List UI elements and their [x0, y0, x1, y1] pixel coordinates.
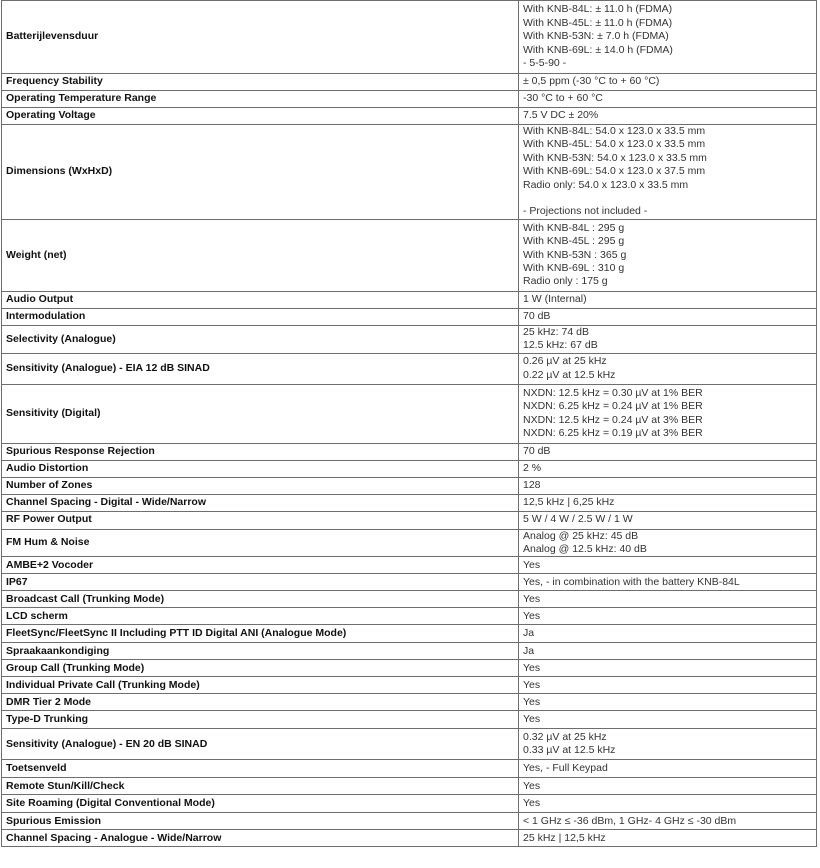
spec-row — [2, 677, 817, 694]
spec-value-line: - 5-5-90 - — [523, 57, 567, 70]
spec-label: Spurious Response Rejection — [2, 443, 519, 460]
spec-value-line: Analog @ 12.5 kHz: 40 dB — [523, 543, 647, 556]
spec-label: Operating Voltage — [2, 108, 519, 125]
spec-value-line: With KNB-53N: 54.0 x 123.0 x 33.5 mm — [523, 151, 707, 164]
spec-label: Weight (net) — [2, 219, 519, 291]
spec-row — [2, 477, 817, 494]
spec-label: FleetSync/FleetSync II Including PTT ID Digital ANI (Analogue Mode) — [2, 625, 519, 643]
spec-value-line: - Projections not included - — [523, 205, 648, 218]
spec-row — [2, 694, 817, 711]
spec-value — [519, 778, 817, 795]
spec-value — [519, 760, 817, 778]
spec-label: Selectivity (Analogue) — [2, 325, 519, 353]
spec-value — [519, 529, 817, 557]
spec-label: Sensitivity (Analogue) - EN 20 dB SINAD — [2, 729, 519, 760]
spec-value-line: 5 W / 4 W / 2.5 W / 1 W — [523, 513, 633, 526]
spec-label: Dimensions (WxHxD) — [2, 125, 519, 220]
spec-row — [2, 291, 817, 308]
spec-value-line: 0.22 µV at 12.5 kHz — [523, 368, 616, 381]
spec-value-line: 7.5 V DC ± 20% — [523, 109, 599, 122]
spec-row — [2, 625, 817, 643]
spec-value-line: With KNB-45L: ± 11.0 h (FDMA) — [523, 16, 673, 29]
spec-label: Audio Output — [2, 291, 519, 308]
spec-row — [2, 591, 817, 608]
spec-value-line: 0.33 µV at 12.5 kHz — [523, 744, 616, 757]
spec-label: LCD scherm — [2, 608, 519, 625]
spec-value — [519, 125, 817, 220]
spec-value — [519, 711, 817, 729]
spec-value-line: Yes — [523, 713, 541, 726]
spec-value-line: NXDN: 6.25 kHz = 0.24 µV at 1% BER — [523, 400, 703, 413]
spec-value — [519, 591, 817, 608]
spec-value-line: 2 % — [523, 461, 542, 474]
spec-label: Audio Distortion — [2, 460, 519, 477]
spec-value-line: 12.5 kHz: 67 dB — [523, 339, 598, 352]
spec-row — [2, 760, 817, 778]
spec-row — [2, 529, 817, 557]
spec-value-line: Yes — [523, 797, 541, 810]
specifications-table — [1, 0, 817, 847]
spec-row — [2, 125, 817, 220]
spec-value — [519, 511, 817, 529]
spec-value — [519, 677, 817, 694]
spec-value-line: Yes — [523, 678, 541, 691]
spec-value-line: With KNB-84L: ± 11.0 h (FDMA) — [523, 3, 673, 16]
spec-row — [2, 325, 817, 353]
spec-label: Batterijlevensduur — [2, 1, 519, 74]
spec-value — [519, 625, 817, 643]
spec-row — [2, 511, 817, 529]
spec-value-line: 12,5 kHz | 6,25 kHz — [523, 495, 615, 508]
spec-value — [519, 219, 817, 291]
spec-label: Channel Spacing - Digital - Wide/Narrow — [2, 494, 519, 511]
spec-value-line: Yes — [523, 695, 541, 708]
spec-row — [2, 1, 817, 74]
spec-row — [2, 91, 817, 108]
spec-row — [2, 219, 817, 291]
spec-value-line: With KNB-53N: ± 7.0 h (FDMA) — [523, 30, 669, 43]
spec-value-line: Ja — [523, 627, 535, 640]
spec-value — [519, 325, 817, 353]
spec-label: Intermodulation — [2, 308, 519, 325]
spec-row — [2, 729, 817, 760]
spec-value-line: Analog @ 25 kHz: 45 dB — [523, 529, 639, 542]
spec-value-line: Yes — [523, 592, 541, 605]
spec-value-line: Yes, - in combination with the battery KNB-84L — [523, 575, 740, 588]
spec-row — [2, 557, 817, 574]
spec-value-line: Radio only: 54.0 x 123.0 x 33.5 mm — [523, 178, 689, 191]
spec-row — [2, 574, 817, 591]
spec-value-line: With KNB-69L: 54.0 x 123.0 x 37.5 mm — [523, 165, 706, 178]
spec-value-line: With KNB-69L : 310 g — [523, 262, 625, 275]
spec-value — [519, 694, 817, 711]
spec-value-line: With KNB-53N : 365 g — [523, 248, 627, 261]
spec-value-line: 70 dB — [523, 444, 551, 457]
spec-value-line: With KNB-84L : 295 g — [523, 221, 625, 234]
spec-value-line: Yes — [523, 661, 541, 674]
spec-label: Sensitivity (Digital) — [2, 384, 519, 443]
spec-label: Type-D Trunking — [2, 711, 519, 729]
spec-value-line: Yes, - Full Keypad — [523, 762, 608, 775]
spec-label: Individual Private Call (Trunking Mode) — [2, 677, 519, 694]
spec-row — [2, 830, 817, 847]
spec-row — [2, 308, 817, 325]
spec-label: Toetsenveld — [2, 760, 519, 778]
spec-value — [519, 291, 817, 308]
spec-row — [2, 643, 817, 660]
spec-label: Remote Stun/Kill/Check — [2, 778, 519, 795]
spec-row — [2, 813, 817, 830]
spec-value-line: 25 kHz | 12,5 kHz — [523, 831, 606, 844]
spec-label: RF Power Output — [2, 511, 519, 529]
spec-value — [519, 460, 817, 477]
spec-value — [519, 813, 817, 830]
spec-value — [519, 353, 817, 384]
spec-value-line: 70 dB — [523, 310, 551, 323]
spec-label: FM Hum & Noise — [2, 529, 519, 557]
spec-row — [2, 608, 817, 625]
spec-row — [2, 494, 817, 511]
spec-row — [2, 384, 817, 443]
spec-label: Broadcast Call (Trunking Mode) — [2, 591, 519, 608]
spec-value — [519, 643, 817, 660]
spec-label: Group Call (Trunking Mode) — [2, 660, 519, 677]
spec-row — [2, 711, 817, 729]
spec-value — [519, 608, 817, 625]
spec-value-line: 0.26 µV at 25 kHz — [523, 355, 607, 368]
spec-label: Number of Zones — [2, 477, 519, 494]
spec-row — [2, 795, 817, 813]
spec-value-line: -30 °C to + 60 °C — [523, 92, 603, 105]
spec-value-line — [523, 192, 812, 205]
spec-value-line: Ja — [523, 644, 535, 657]
spec-row — [2, 778, 817, 795]
spec-row — [2, 74, 817, 91]
spec-row — [2, 460, 817, 477]
spec-value — [519, 477, 817, 494]
spec-value — [519, 74, 817, 91]
spec-value-line: ± 0,5 ppm (-30 °C to + 60 °C) — [523, 75, 660, 88]
spec-value — [519, 830, 817, 847]
spec-value-line: With KNB-45L : 295 g — [523, 235, 625, 248]
spec-row — [2, 353, 817, 384]
spec-row — [2, 108, 817, 125]
spec-label: DMR Tier 2 Mode — [2, 694, 519, 711]
spec-value-line: Yes — [523, 779, 541, 792]
spec-label: IP67 — [2, 574, 519, 591]
spec-value-line: 1 W (Internal) — [523, 293, 587, 306]
spec-label: Frequency Stability — [2, 74, 519, 91]
spec-value — [519, 108, 817, 125]
spec-value — [519, 443, 817, 460]
spec-label: AMBE+2 Vocoder — [2, 557, 519, 574]
spec-value-line: Yes — [523, 609, 541, 622]
spec-value-line: With KNB-45L: 54.0 x 123.0 x 33.5 mm — [523, 138, 706, 151]
spec-value — [519, 308, 817, 325]
spec-row — [2, 660, 817, 677]
spec-label: Site Roaming (Digital Conventional Mode) — [2, 795, 519, 813]
specifications-table-body — [2, 1, 817, 847]
spec-value — [519, 660, 817, 677]
spec-row — [2, 443, 817, 460]
spec-label: Spurious Emission — [2, 813, 519, 830]
spec-value — [519, 1, 817, 74]
spec-label: Operating Temperature Range — [2, 91, 519, 108]
spec-value — [519, 574, 817, 591]
spec-value-line: 25 kHz: 74 dB — [523, 325, 589, 338]
spec-value — [519, 91, 817, 108]
spec-value — [519, 557, 817, 574]
spec-value-line: 128 — [523, 478, 541, 491]
spec-value-line: 0.32 µV at 25 kHz — [523, 731, 607, 744]
spec-value-line: With KNB-69L: ± 14.0 h (FDMA) — [523, 43, 673, 56]
spec-value-line: < 1 GHz ≤ -36 dBm, 1 GHz- 4 GHz ≤ -30 dBm — [523, 814, 737, 827]
spec-label: Sensitivity (Analogue) - EIA 12 dB SINAD — [2, 353, 519, 384]
spec-value-line: NXDN: 12.5 kHz = 0.30 µV at 1% BER — [523, 386, 703, 399]
spec-value-line: NXDN: 12.5 kHz = 0.24 µV at 3% BER — [523, 413, 703, 426]
spec-value-line: With KNB-84L: 54.0 x 123.0 x 33.5 mm — [523, 125, 706, 137]
spec-label: Spraakaankondiging — [2, 643, 519, 660]
spec-value — [519, 795, 817, 813]
spec-value-line: NXDN: 6.25 kHz = 0.19 µV at 3% BER — [523, 427, 703, 440]
spec-label: Channel Spacing - Analogue - Wide/Narrow — [2, 830, 519, 847]
spec-value — [519, 729, 817, 760]
spec-value — [519, 494, 817, 511]
spec-value-line: Yes — [523, 558, 541, 571]
spec-value-line: Radio only : 175 g — [523, 275, 608, 288]
spec-value — [519, 384, 817, 443]
